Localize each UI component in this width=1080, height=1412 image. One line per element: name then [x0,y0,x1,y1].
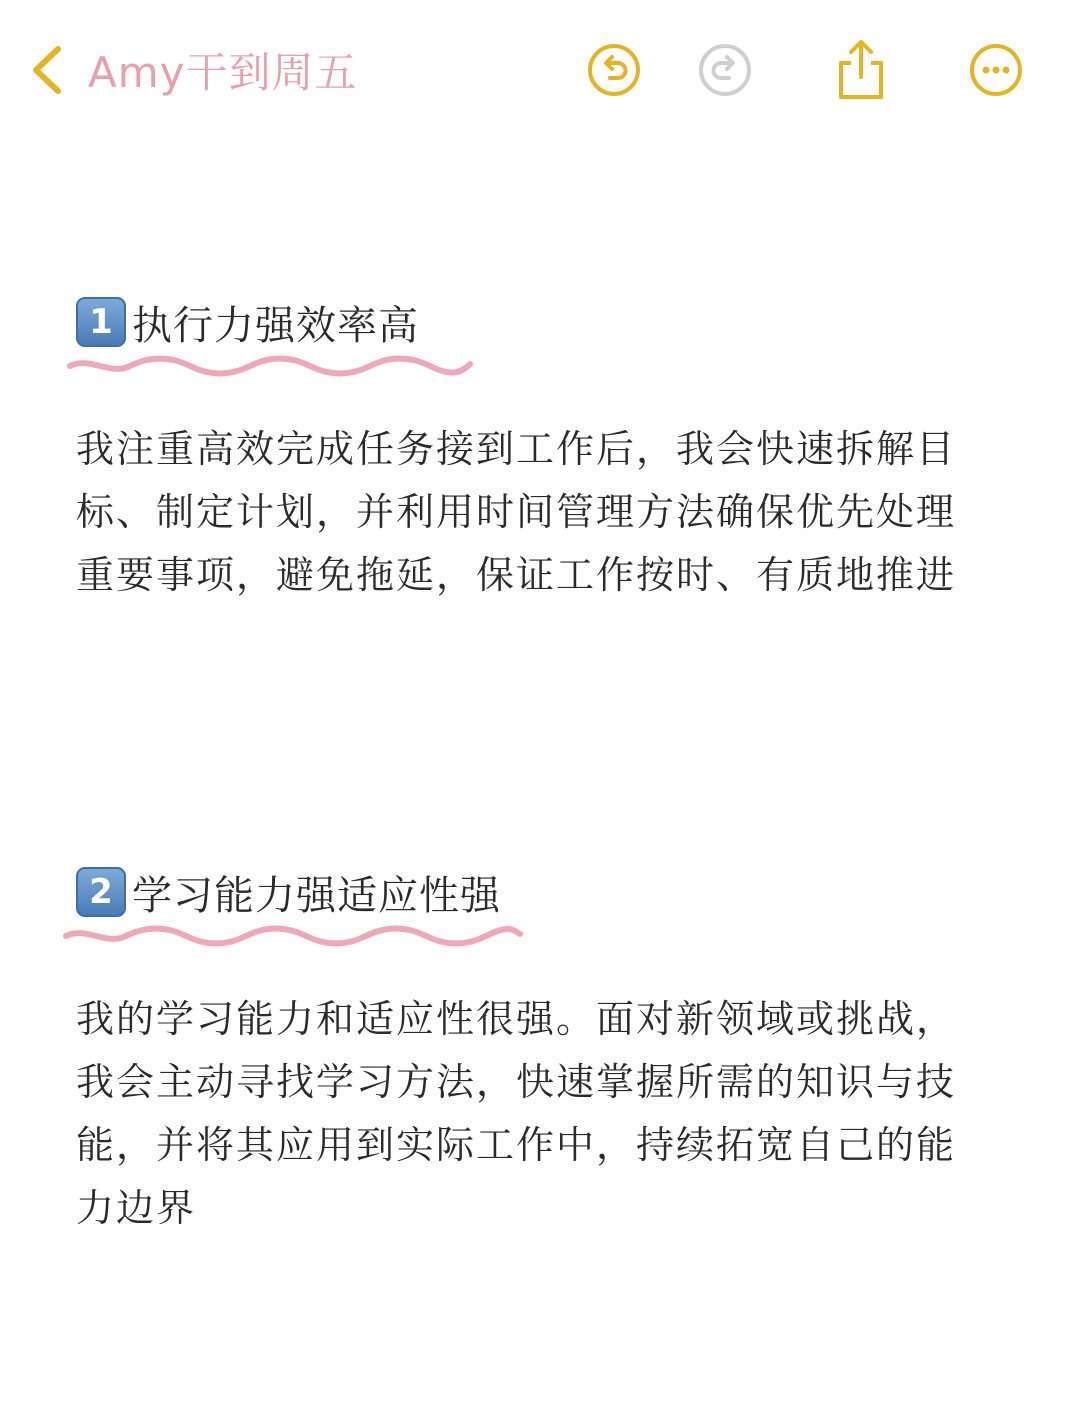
paragraph-line: 我的学习能力和适应性很强。面对新领域或挑战， [76,997,957,1041]
redo-icon [697,42,753,98]
paragraph-line: 力边界 [76,1186,197,1230]
share-button[interactable] [831,40,891,100]
section-2-paragraph [76,988,986,1240]
more-icon [968,42,1024,98]
paragraph-line: 我注重高效完成任务接到工作后，我会快速拆解目 [76,427,957,471]
number-badge-1: 1 [76,297,126,347]
share-icon [833,39,889,101]
chevron-left-icon [30,45,64,95]
back-button[interactable] [30,38,358,102]
section-1-paragraph [76,418,986,607]
section-2-title: 学习能力强适应性强 [132,872,501,919]
wavy-underline-2 [60,922,526,948]
paragraph-line: 我会主动寻找学习方法，快速掌握所需的知识与技 [76,1060,957,1104]
paragraph-line: 标、制定计划，并利用时间管理方法确保优先处理 [76,490,957,534]
section-2-heading [76,864,501,920]
wavy-underline-1 [64,352,476,378]
section-1-heading [76,294,419,350]
number-badge-2: 2 [76,867,126,917]
top-toolbar [0,0,1080,140]
section-1-title: 执行力强效率高 [132,302,419,349]
redo-button[interactable] [695,40,755,100]
paragraph-line: 能，并将其应用到实际工作中，持续拓宽自己的能 [76,1123,957,1167]
back-label: Amy干到周五 [88,48,358,97]
undo-icon [586,42,642,98]
more-button[interactable] [966,40,1026,100]
paragraph-line: 重要事项，避免拖延，保证工作按时、有质地推进 [76,553,957,597]
undo-button[interactable] [584,40,644,100]
